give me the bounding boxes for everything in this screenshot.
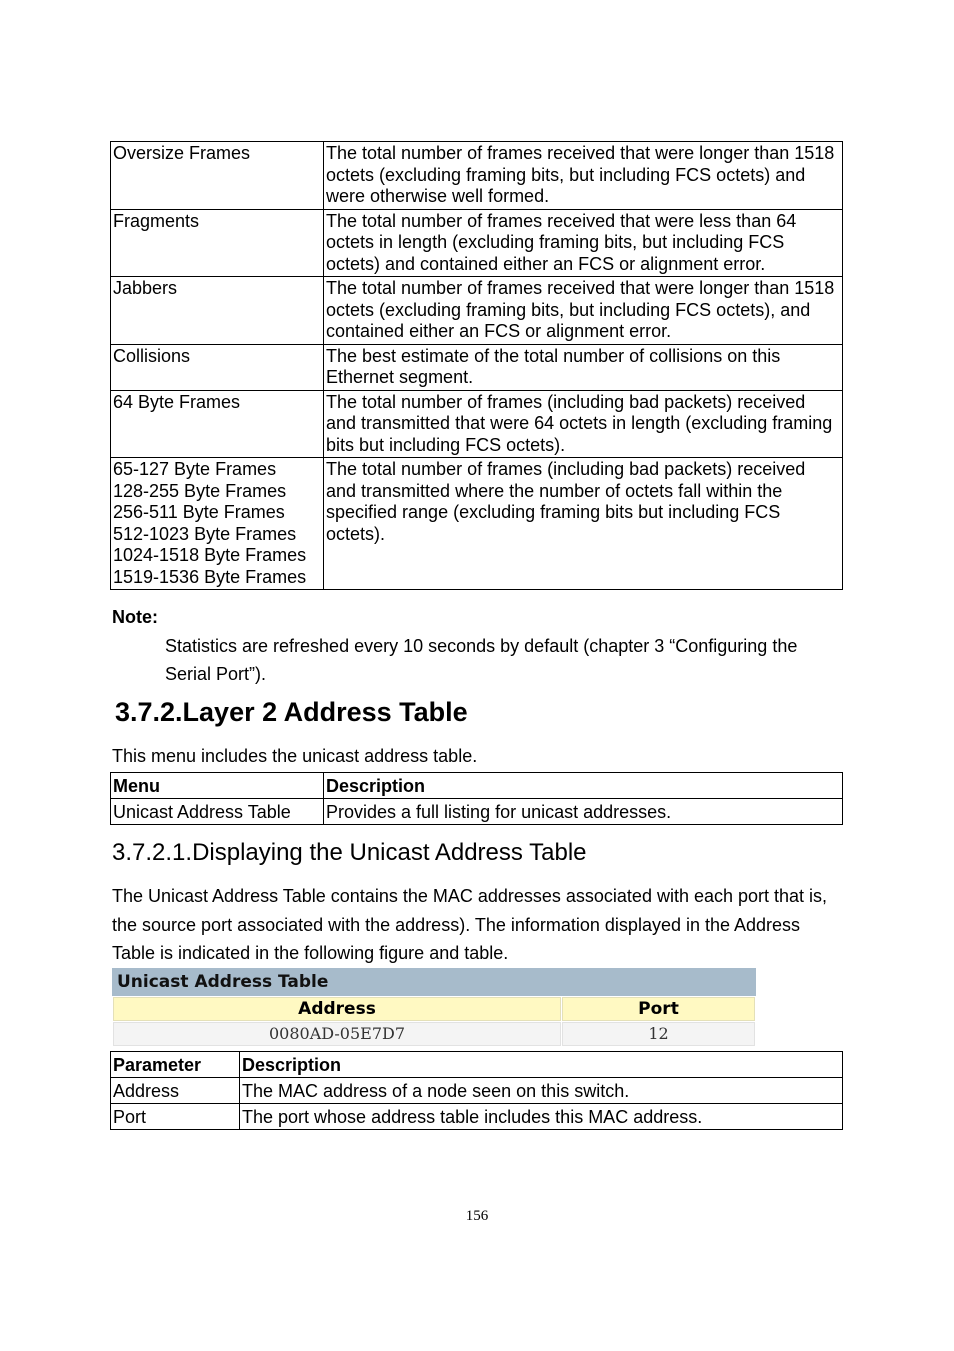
section-heading: 3.7.2.Layer 2 Address Table [115, 697, 468, 727]
stat-name: 128-255 Byte Frames [113, 480, 287, 501]
note-title: Note: [112, 607, 158, 627]
unicast-address-table-figure [112, 968, 756, 1048]
subsection-paragraph: The Unicast Address Table contains the MAC addresses associated with each port that is, the source port associated with the address). The information displayed in the Address Table is indicated in the following figure and table. [112, 886, 828, 963]
parameter-name: Address [111, 1078, 240, 1104]
stat-name: 65-127 Byte Frames [113, 459, 277, 479]
stat-description: The total number of frames (including bad packets) received and transmitted that were 64 octets in length (excluding framing bits but including FCS octets). [324, 390, 843, 458]
menu-name: Unicast Address Table [111, 799, 324, 825]
stat-name-range-list [111, 458, 324, 590]
table-row [111, 1078, 843, 1104]
figure-column-header-address: Address [113, 997, 561, 1021]
page-number: 156 [465, 1208, 489, 1224]
note-text: Statistics are refreshed every 10 seconds by default (chapter 3 “Configuring the Serial Port”). [165, 636, 798, 684]
stat-description: The best estimate of the total number of collisions on this Ethernet segment. [324, 344, 843, 390]
column-header-menu: Menu [111, 773, 324, 799]
parameter-description: The MAC address of a node seen on this switch. [240, 1078, 843, 1104]
menu-description: Provides a full listing for unicast addresses. [324, 799, 843, 825]
stat-name: Fragments [111, 209, 324, 277]
parameter-description: The port whose address table includes this MAC address. [240, 1104, 843, 1130]
table-row [111, 277, 843, 345]
subsection-heading: 3.7.2.1.Displaying the Unicast Address Table [112, 839, 587, 866]
stat-name: Jabbers [111, 277, 324, 345]
figure-title: Unicast Address Table [117, 972, 329, 992]
stat-name: 1519-1536 Byte Frames [113, 566, 307, 587]
table-header-row [111, 1052, 843, 1078]
stat-name: 512-1023 Byte Frames [113, 523, 297, 544]
column-header-description: Description [240, 1052, 843, 1078]
stat-name: Collisions [111, 344, 324, 390]
statistics-table [110, 141, 843, 590]
stat-description: The total number of frames received that were longer than 1518 octets (excluding framing bits, but including FCS octets) and were otherwise well formed. [324, 142, 843, 210]
stat-description: The total number of frames (including bad packets) received and transmitted where the number of octets fall within the specified range (excluding framing bits but including FCS octets). [324, 458, 843, 590]
table-row [111, 458, 843, 590]
column-header-parameter: Parameter [111, 1052, 240, 1078]
table-row [111, 209, 843, 277]
table-row [111, 390, 843, 458]
section-intro: This menu includes the unicast address table. [112, 746, 478, 766]
stat-name: 256-511 Byte Frames [113, 502, 285, 522]
figure-cell-address: 0080AD-05E7D7 [113, 1022, 561, 1046]
table-header-row [111, 773, 843, 799]
table-row [111, 1104, 843, 1130]
figure-column-header-port: Port [562, 997, 755, 1021]
parameter-name: Port [111, 1104, 240, 1130]
parameter-table [110, 1051, 843, 1130]
figure-title-bar [112, 968, 756, 996]
figure-cell-port: 12 [562, 1022, 755, 1046]
stat-name: 64 Byte Frames [111, 390, 324, 458]
stat-description: The total number of frames received that were longer than 1518 octets (excluding framing bits, but including FCS octets), and contained either an FCS or alignment error. [324, 277, 843, 345]
table-row [111, 142, 843, 210]
column-header-description: Description [324, 773, 843, 799]
stat-name: Oversize Frames [111, 142, 324, 210]
table-row [111, 344, 843, 390]
table-row [111, 799, 843, 825]
stat-name: 1024-1518 Byte Frames [113, 545, 307, 565]
stat-description: The total number of frames received that were less than 64 octets in length (excluding framing bits, but including FCS octets) and contained either an FCS or alignment error. [324, 209, 843, 277]
menu-table [110, 772, 843, 825]
